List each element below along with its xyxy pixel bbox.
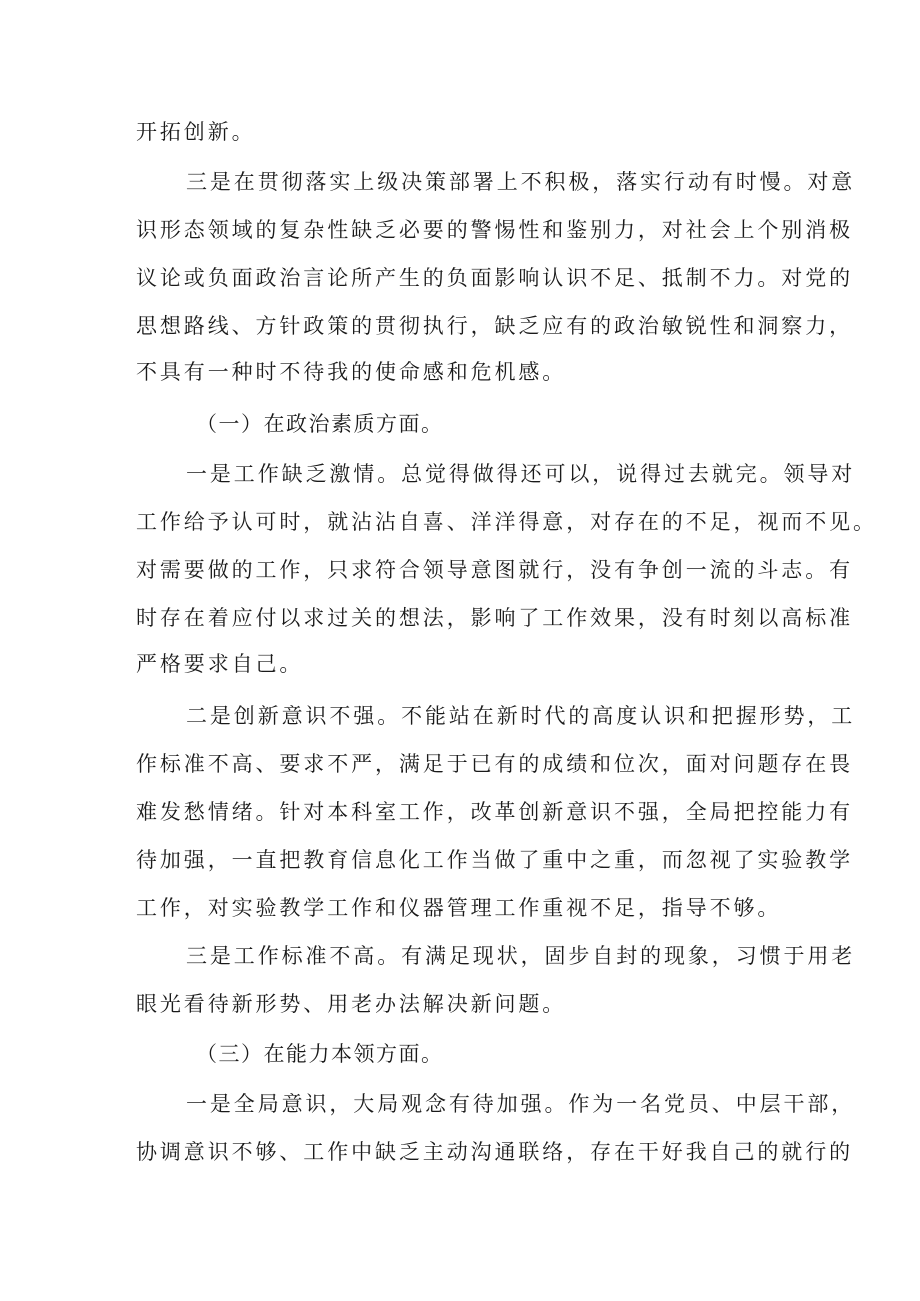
paragraph-line: 眼光看待新形势、用老办法解决新问题。 bbox=[136, 992, 567, 1016]
paragraph-line: 一是工作缺乏激情。总觉得做得还可以，说得过去就完。领导对 bbox=[186, 462, 856, 486]
paragraph-line: 协调意识不够、工作中缺乏主动沟通联络，存在干好我自己的就行的 bbox=[136, 1140, 853, 1164]
paragraph-line: 严格要求自己。 bbox=[136, 652, 304, 676]
paragraph-line: 三是在贯彻落实上级决策部署上不积极，落实行动有时慢。对意 bbox=[186, 170, 856, 194]
paragraph-line: 识形态领域的复杂性缺乏必要的警惕性和鉴别力，对社会上个别消极 bbox=[136, 218, 853, 242]
paragraph-line: 不具有一种时不待我的使命感和危机感。 bbox=[136, 360, 567, 384]
section-heading: （一）在政治素质方面。 bbox=[196, 412, 444, 436]
paragraph-line: 时存在着应付以求过关的想法，影响了工作效果，没有时刻以高标准 bbox=[136, 606, 853, 630]
paragraph-line: 作标准不高、要求不严，满足于已有的成绩和位次，面对问题存在畏 bbox=[136, 752, 853, 776]
paragraph-line: 对需要做的工作，只求符合领导意图就行，没有争创一流的斗志。有 bbox=[136, 558, 853, 582]
paragraph-line: 工作，对实验教学工作和仪器管理工作重视不足，指导不够。 bbox=[136, 896, 782, 920]
paragraph-line: 开拓创新。 bbox=[136, 120, 256, 144]
paragraph-line: 一是全局意识，大局观念有待加强。作为一名党员、中层干部， bbox=[186, 1092, 856, 1116]
paragraph-line: 待加强，一直把教育信息化工作当做了重中之重，而忽视了实验教学 bbox=[136, 848, 853, 872]
section-heading: （三）在能力本领方面。 bbox=[196, 1042, 444, 1066]
paragraph-line: 二是创新意识不强。不能站在新时代的高度认识和把握形势，工 bbox=[186, 704, 856, 728]
paragraph-line: 工作给予认可时，就沾沾自喜、洋洋得意，对存在的不足，视而不见。 bbox=[136, 510, 877, 534]
paragraph-line: 三是工作标准不高。有满足现状，固步自封的现象，习惯于用老 bbox=[186, 944, 856, 968]
paragraph-line: 难发愁情绪。针对本科室工作，改革创新意识不强，全局把控能力有 bbox=[136, 800, 853, 824]
paragraph-line: 思想路线、方针政策的贯彻执行，缺乏应有的政治敏锐性和洞察力， bbox=[136, 314, 853, 338]
paragraph-line: 议论或负面政治言论所产生的负面影响认识不足、抵制不力。对党的 bbox=[136, 266, 853, 290]
